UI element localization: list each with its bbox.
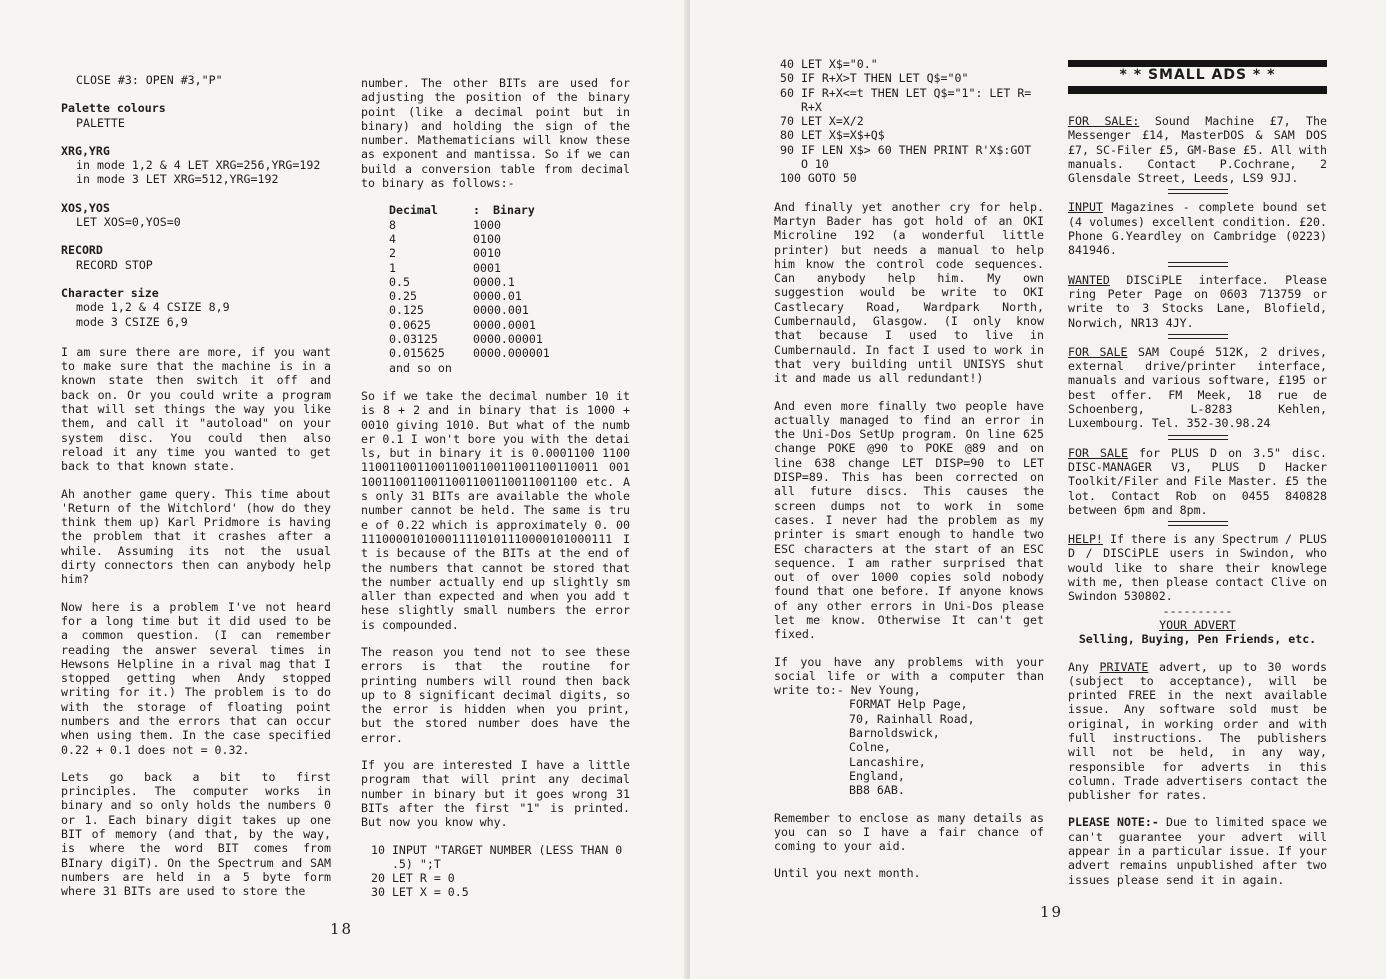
record-line: RECORD STOP	[76, 257, 153, 272]
left-column-2	[361, 76, 637, 900]
your-advert-heading: YOUR ADVERT	[1159, 617, 1236, 632]
table-cell-decimal: 0.125	[389, 303, 424, 318]
advert-info-text: advert, up to 30 words (subject to acceptance), will be printed FREE in the next available issue. Any software sold must be original, in working order and with full instructions. The publishers will not be held, in any way, responsible for adverts in this column. Trade advertisers contact the publisher for rates.	[1068, 659, 1334, 803]
ad-item	[1068, 445, 1334, 517]
paragraph: And finally yet another cry for help. Martyn Bader has got hold of an OKI Microline 192 (a wonderful little printer) but needs a manual to help him know the control code sequences. Can anybody help him. My own suggestion would be write to OKI Castlecary Road, Wardpark North, Cumbernauld, Glasgow. (I only know that because I used to live in Cumbernauld. In fact I used to work in that very building until UNISYS shut it and made us all redundant!)	[774, 199, 1051, 386]
table-header-separator: :	[473, 203, 480, 218]
paragraph: If you are interested I have a little program that will print any decimal number in binary but it goes wrong 31 BITs after the first "1" is printed. But now you know why.	[361, 758, 637, 830]
paragraph: And even more finally two people have actually managed to find an error in the Uni-Dos SetUp program. On line 625 change POKE @90 to POKE @89 and on line 638 change LET DISP=90 to LET DISP=89. This has been corrected on all future discs. This causes the screen dumps not to work in some cases. I never had the problem as my printer is smart enough to handle two ESC characters at the start of an ESC sequence. I am rather surprised that out of over 1000 copies sold nobody found that one before. If anyone knows of any other errors in Uni-Dos please let me know. Otherwise It can't get fixed.	[774, 398, 1051, 642]
left-column-1	[61, 73, 338, 912]
ad-text: SAM Coupé 512K, 2 drives, external drive/printer interface, manuals and various software, £195 or best offer. FM Meek, 18 rue de Schoenberg, L-8283 Kehlen, Luxembourg. Tel. 352-30.98.24	[1068, 344, 1334, 431]
csize-line-1: mode 1,2 & 4 CSIZE 8,9	[76, 300, 230, 315]
table-cell-binary: 0001	[473, 260, 501, 275]
xos-heading: XOS,YOS	[61, 200, 110, 215]
ad-divider	[1168, 521, 1228, 526]
xrg-line-2: in mode 3 LET XRG=512,YRG=192	[76, 172, 279, 187]
ad-tag: INPUT	[1068, 200, 1103, 215]
binary-conversion-table	[389, 203, 630, 375]
table-cell-binary: 0000.01	[473, 289, 522, 304]
table-row	[389, 275, 630, 289]
ad-text: DISCiPLE interface. Please ring Peter Page on 0603 713759 or write to 3 Stocks Lane, Blofield, Norwich, NR13 4JY.	[1068, 272, 1334, 330]
paragraph: If you have any problems with your social life or with a computer than write to:- Nev Young,	[774, 654, 1051, 698]
paragraph: Now here is a problem I've not heard for a long time but it did used to be a common question. (I can remember reading the answer several times in Hewsons Helpline in a rival mag that I stopped getting when Andy stopped writing for it.) The problem is to do with the storage of floating point numbers and the errors that can occur when using them. In the case specified 0.22 + 0.1 does not = 0.32.	[61, 599, 338, 757]
table-row	[389, 303, 630, 317]
table-cell-decimal: 0.015625	[389, 346, 445, 361]
table-cell-decimal: 0.03125	[389, 332, 438, 347]
basic-listing: 40 LET X$="0." 50 IF R+X>T THEN LET Q$="0" 60 IF R+X<=t THEN LET Q$="1": LET R= R+X 70 LET X=X/2 80 LET X$=X$+Q$ 90 IF LEN X$> 60 THEN PRINT R'X$:GOT O 10 100 GOTO 50	[780, 57, 1032, 186]
table-cell-binary: 0000.000001	[473, 346, 550, 361]
table-tail: and so on	[389, 360, 452, 375]
private-tag: PRIVATE	[1099, 659, 1149, 674]
table-row	[389, 346, 630, 360]
small-ads-title: * * SMALL ADS * *	[1119, 67, 1276, 83]
advert-info	[1068, 659, 1334, 803]
small-ads-banner	[1068, 60, 1327, 104]
ad-divider	[1168, 334, 1228, 339]
advert-info-prefix: Any	[1068, 659, 1100, 674]
table-cell-binary: 0010	[473, 246, 501, 261]
table-cell-decimal: 0.25	[389, 289, 417, 304]
ad-divider	[1168, 435, 1228, 440]
palette-line: PALETTE	[76, 115, 125, 130]
right-column-1	[774, 57, 1051, 894]
table-row	[389, 232, 630, 246]
table-cell-decimal: 0.5	[389, 274, 410, 289]
xrg-heading: XRG,YRG	[61, 143, 110, 158]
page-number: 18	[330, 920, 354, 938]
csize-heading: Character size	[61, 285, 159, 300]
table-cell-binary: 0000.1	[473, 274, 515, 289]
table-cell-decimal: 1	[389, 260, 396, 275]
xos-line: LET XOS=0,YOS=0	[76, 215, 181, 230]
table-cell-binary: 0100	[473, 231, 501, 246]
your-advert-subheading: Selling, Buying, Pen Friends, etc.	[1078, 632, 1317, 647]
table-cell-binary: 1000	[473, 217, 501, 232]
table-cell-binary: 0000.0001	[473, 317, 536, 332]
ad-text: Magazines - complete bound set (4 volumes) excellent condition. £20. Phone G.Yeardley on Cambridge (0223) 841946.	[1068, 200, 1334, 258]
paragraph: Until you next month.	[774, 866, 921, 881]
please-note	[1068, 815, 1334, 887]
table-row	[389, 261, 630, 275]
csize-line-2: mode 3 CSIZE 6,9	[76, 314, 188, 329]
table-header-decimal: Decimal	[389, 203, 438, 218]
table-header-binary: Binary	[493, 203, 535, 218]
ad-text: for PLUS D on 3.5" disc. DISC-MANAGER V3, PLUS D Hacker Toolkit/Filer and File Master. £5 the lot. Contact Rob on 0455 840828 between 6pm and 8pm.	[1068, 445, 1334, 517]
please-note-text: Due to limited space we can't guarantee your advert will appear in a particular issue. If your advert remains unpublished after two issues please send it in again.	[1068, 815, 1334, 887]
table-cell-binary: 0000.00001	[473, 332, 543, 347]
xrg-line-1: in mode 1,2 & 4 LET XRG=256,YRG=192	[76, 158, 321, 173]
table-row	[389, 246, 630, 260]
ad-item	[1068, 200, 1334, 258]
basic-listing-line: 20 LET R = 0	[371, 871, 455, 886]
paragraph: number. The other BITs are used for adjusting the position of the binary point (like a decimal point but in binary) and holding the sign of the number. Mathematicians will know these as exponent and mantissa. So if we can build a conversion table from decimal to binary as follows:-	[361, 76, 637, 191]
basic-listing-line: 30 LET X = 0.5	[371, 885, 469, 900]
ad-divider	[1168, 262, 1228, 267]
ad-divider	[1168, 189, 1228, 194]
contact-address: FORMAT Help Page, 70, Rainhall Road, Barnoldswick, Colne, Lancashire, England, BB8 6AB.	[849, 697, 975, 798]
table-cell-decimal: 0.0625	[389, 317, 431, 332]
table-cell-decimal: 4	[389, 231, 396, 246]
ad-tag: FOR SALE	[1068, 344, 1128, 359]
ad-item	[1068, 272, 1334, 330]
ad-tag: FOR SALE	[1068, 445, 1128, 460]
ad-item	[1068, 114, 1334, 186]
ad-item	[1068, 344, 1334, 431]
ad-item	[1068, 532, 1334, 604]
table-row	[389, 332, 630, 346]
page-number: 19	[1040, 903, 1064, 921]
record-heading: RECORD	[61, 243, 103, 258]
paragraph: I am sure there are more, if you want to make sure that the machine is in a known state then switch it off and back on. Or you could write a program that will set things the way you like them, and call it "autoload" on your system disc. You could then also reload it any time you wanted to get back to that known state.	[61, 344, 338, 474]
table-row	[389, 318, 630, 332]
paragraph: Lets go back a bit to first principles. The computer works in binary and so only holds the numbers 0 or 1. Each binary digit takes up one BIT of memory (and that, by the way, is where the word BIT comes from BInary digiT). On the Spectrum and SAM numbers are held in a 5 byte form where 31 BITs are used to store the	[61, 769, 338, 899]
please-note-tag: PLEASE NOTE:-	[1068, 815, 1159, 830]
ad-tag: HELP!	[1068, 532, 1103, 547]
dash-separator: ----------	[1162, 603, 1233, 618]
table-row	[389, 289, 630, 303]
basic-listing-line: 10 INPUT "TARGET NUMBER (LESS THAN 0 .5) ";T	[371, 842, 623, 871]
table-cell-decimal: 2	[389, 246, 396, 261]
ad-tag: FOR SALE:	[1068, 114, 1140, 128]
paragraph: So if we take the decimal number 10 it is 8 + 2 and in binary that is 1000 + 0010 giving 1010. But what of the number 0.1 I won't bore you with the details, but in binary it is 0.0001100 11001100110011001100110011001100110011 0011001100110011001100110011001100 etc. As only 31 BITs are available the whole number cannot be held. The same is true of 0.22 which is approximately 0. 00111000010100011110101110000101000111 It is because of the BITs at the end of the numbers that cannot be stored that the number actually end up slightly smaller than expected and when you add these slightly small numbers the error is compounded.	[361, 388, 637, 632]
close-code: CLOSE #3: OPEN #3,"P"	[76, 73, 223, 87]
ad-text: Sound Machine £7, The Messenger £14, MasterDOS & SAM DOS £7, SC-Filer £5, GM-Base £5. All with manuals. Contact P.Cochrane, 2 Glensdale Street, Leeds, LS9 9JJ.	[1068, 114, 1334, 186]
ad-text: If there is any Spectrum / PLUS D / DISCiPLE users in Swindon, who would like to share their knowlege with me, then please contact Clive on Swindon 530802.	[1068, 532, 1334, 604]
paragraph: Remember to enclose as many details as you can so I have a fair chance of coming to your aid.	[774, 810, 1051, 854]
table-cell-decimal: 8	[389, 217, 396, 232]
table-row	[389, 218, 630, 232]
palette-heading: Palette colours	[61, 101, 166, 116]
page-19	[690, 0, 1386, 979]
small-ads-column	[1068, 60, 1334, 900]
page-18	[0, 0, 690, 979]
paragraph: The reason you tend not to see these errors is that the routine for printing numbers will round then back up to 8 significant decimal digits, so the error is hidden when you print, but the stored number does have the error.	[361, 644, 637, 745]
paragraph: Ah another game query. This time about 'Return of the Witchlord' (how do they think them up) Karl Pridmore is having the problem that it crashes after a while. Assuming its not the usual dirty connectors then can anybody help him?	[61, 486, 338, 587]
ad-tag: WANTED	[1068, 272, 1110, 287]
table-cell-binary: 0000.001	[473, 303, 529, 318]
